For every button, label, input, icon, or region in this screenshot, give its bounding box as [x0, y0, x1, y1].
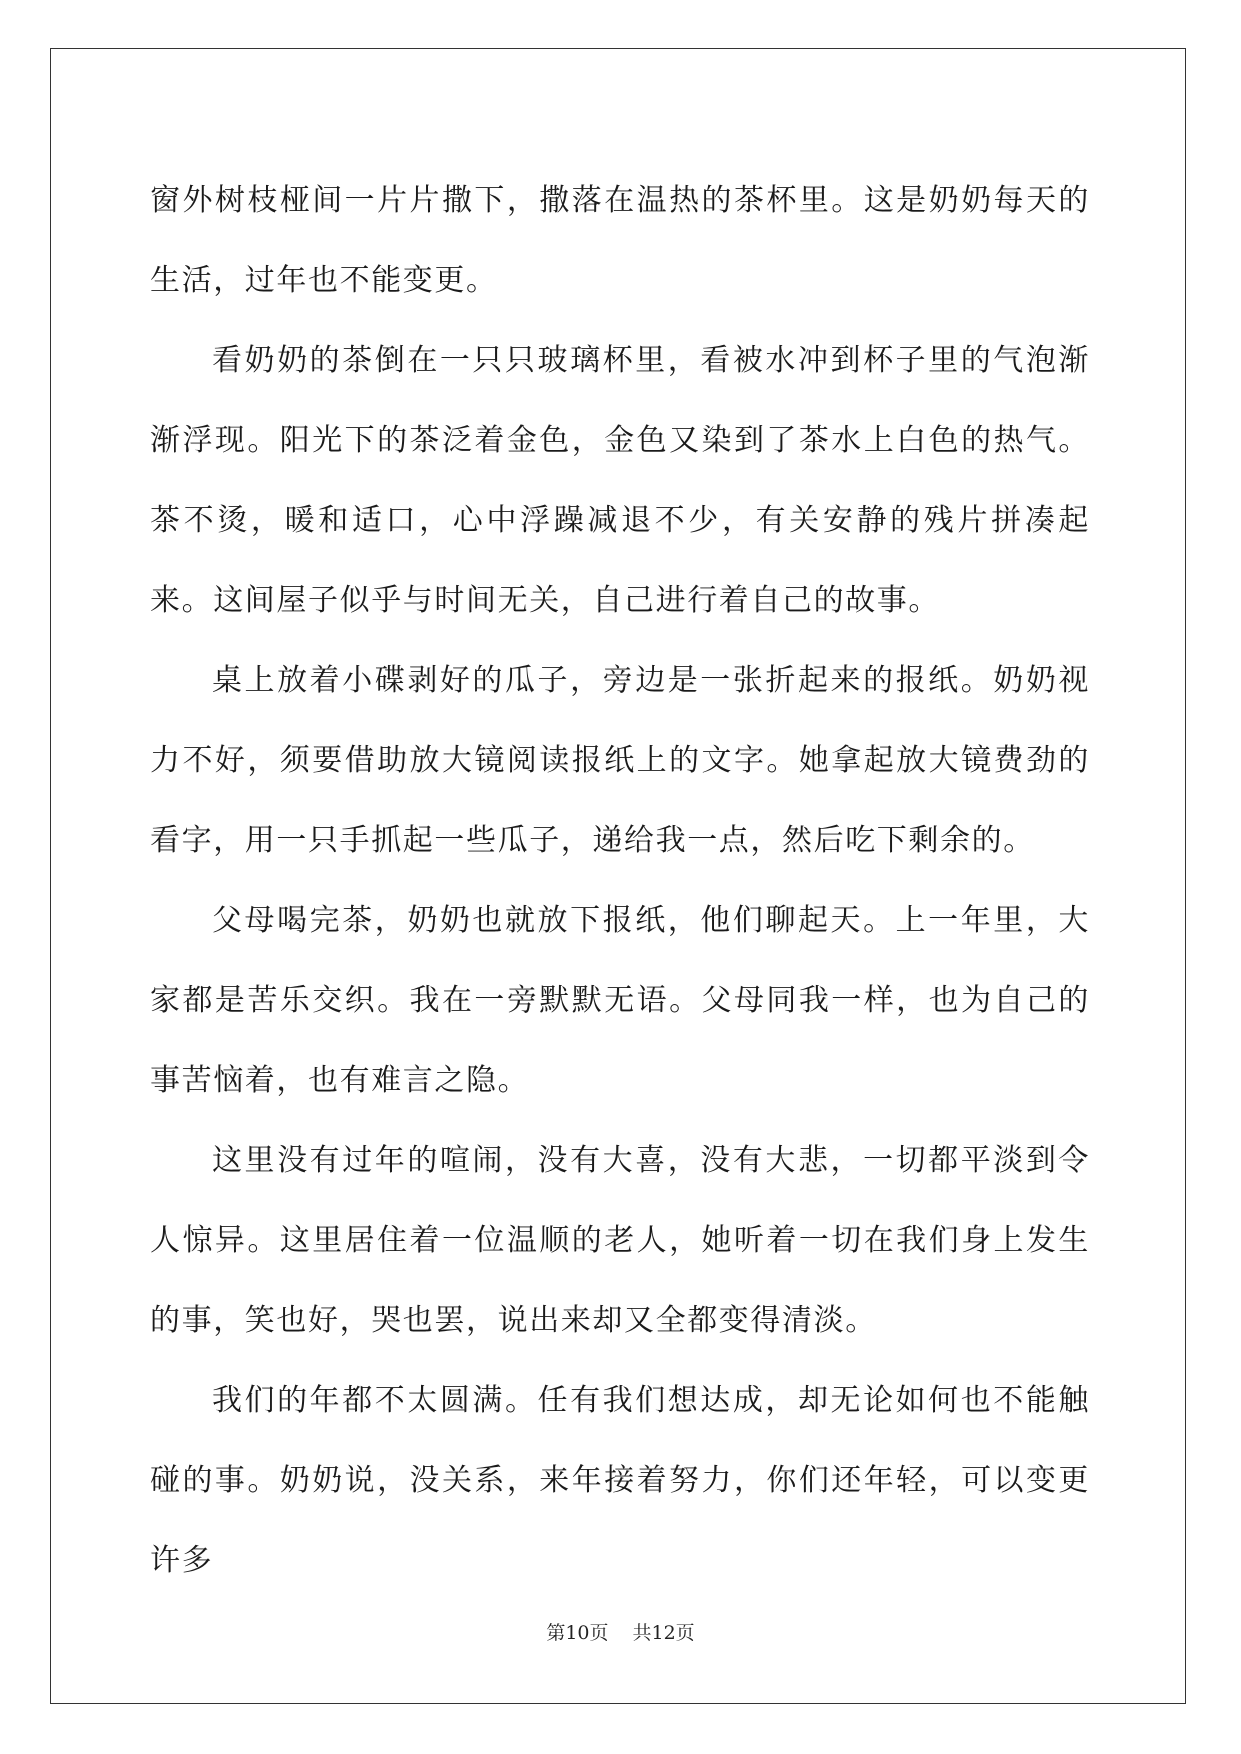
- paragraph: 桌上放着小碟剥好的瓜子，旁边是一张折起来的报纸。奶奶视力不好，须要借助放大镜阅读报纸上的文字。她拿起放大镜费劲的看字，用一只手抓起一些瓜子，递给我一点，然后吃下剩余的。: [150, 663, 1090, 858]
- page-number: 第10页: [546, 1622, 609, 1644]
- paragraph: 父母喝完茶，奶奶也就放下报纸，他们聊起天。上一年里，大家都是苦乐交织。我在一旁默默无语。父母同我一样，也为自己的事苦恼着，也有难言之隐。: [150, 903, 1090, 1098]
- page-footer: [0, 1618, 1241, 1645]
- document-body: [150, 161, 1090, 1601]
- page-total: 共12页: [632, 1622, 695, 1644]
- paragraph: 这里没有过年的喧闹，没有大喜，没有大悲，一切都平淡到令人惊异。这里居住着一位温顺的老人，她听着一切在我们身上发生的事，笑也好，哭也罢，说出来却又全都变得清淡。: [150, 1143, 1090, 1338]
- paragraph: 我们的年都不太圆满。任有我们想达成，却无论如何也不能触碰的事。奶奶说，没关系，来年接着努力，你们还年轻，可以变更许多: [150, 1383, 1090, 1578]
- paragraph-continued: 窗外树枝桠间一片片撒下，撒落在温热的茶杯里。这是奶奶每天的生活，过年也不能变更。: [150, 183, 1090, 298]
- paragraph: 看奶奶的茶倒在一只只玻璃杯里，看被水冲到杯子里的气泡渐渐浮现。阳光下的茶泛着金色，金色又染到了茶水上白色的热气。茶不烫，暖和适口，心中浮躁减退不少，有关安静的残片拼凑起来。这间屋子似乎与时间无关，自己进行着自己的故事。: [150, 343, 1090, 618]
